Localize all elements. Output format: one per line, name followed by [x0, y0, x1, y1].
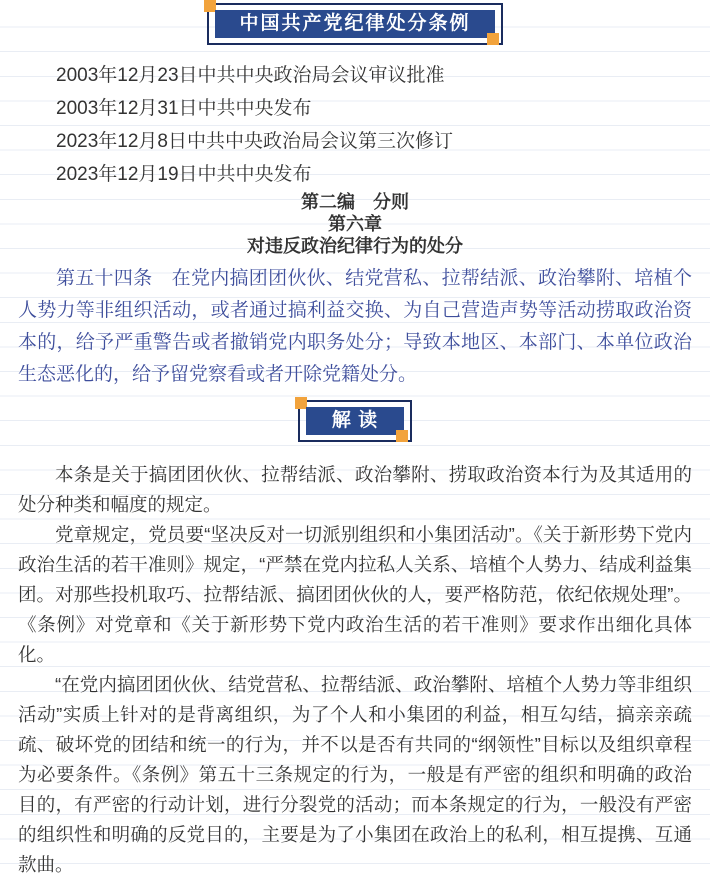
heading-chapter: 第六章 — [328, 214, 382, 234]
title-badge — [207, 3, 502, 45]
section-headings — [18, 191, 692, 257]
interpretation-badge — [298, 400, 412, 442]
interpretation-badge-row — [18, 399, 692, 442]
interpretation-body — [18, 460, 692, 880]
heading-chapter-title: 对违反政治纪律行为的处分 — [247, 236, 463, 256]
interpretation-paragraph: 党章规定，党员要“坚决反对一切派别组织和小集团活动”。《关于新形势下党内政治生活的若干准则》规定，“严禁在党内拉私人关系、培植个人势力、结成利益集团。对那些投机取巧、拉帮结派、搞团团伙伙的人，要严格防范，依纪依规处理”。《条例》对党章和《关于新形势下党内政治生活的若干准则》要求作出细化具体化。 — [18, 524, 692, 665]
publication-line: 2003年12月31日中共中央发布 — [56, 98, 312, 119]
publication-line: 2003年12月23日中共中央政治局会议审议批准 — [56, 65, 445, 86]
title-badge-row — [18, 2, 692, 45]
publication-history — [18, 59, 692, 191]
article-54-text: 第五十四条 在党内搞团团伙伙、结党营私、拉帮结派、政治攀附、培植个人势力等非组织活动，或者通过搞利益交换、为自己营造声势等活动捞取政治资本的，给予严重警告或者撤销党内职务处分；导致本地区、本部门、本单位政治生态恶化的，给予留党察看或者开除党籍处分。 — [18, 268, 692, 385]
interpretation-paragraph: 本条是关于搞团团伙伙、拉帮结派、政治攀附、捞取政治资本行为及其适用的处分种类和幅度的规定。 — [18, 464, 692, 515]
interpretation-paragraph: “在党内搞团团伙伙、结党营私、拉帮结派、政治攀附、培植个人势力等非组织活动”实质上针对的是背离组织，为了个人和小集团的利益，相互勾结，搞亲亲疏疏、破坏党的团结和统一的行为，并不以是否有共同的“纲领性”目标以及组织章程为必要条件。《条例》第五十三条规定的行为，一般是有严密的组织和明确的政治目的，有严密的行动计划，进行分裂党的活动；而本条规定的行为，一般没有严密的组织性和明确的反党目的，主要是为了小集团在政治上的私利，相互提携、互通款曲。 — [18, 674, 692, 875]
corner-accent-icon — [487, 33, 499, 45]
publication-line: 2023年12月8日中共中央政治局会议第三次修订 — [56, 131, 453, 152]
corner-accent-icon — [396, 430, 408, 442]
document-title: 中国共产党纪律处分条例 — [215, 10, 494, 38]
interpretation-badge-label: 解 读 — [306, 407, 404, 435]
heading-part: 第二编 分则 — [301, 192, 409, 212]
publication-line: 2023年12月19日中共中央发布 — [56, 164, 312, 185]
